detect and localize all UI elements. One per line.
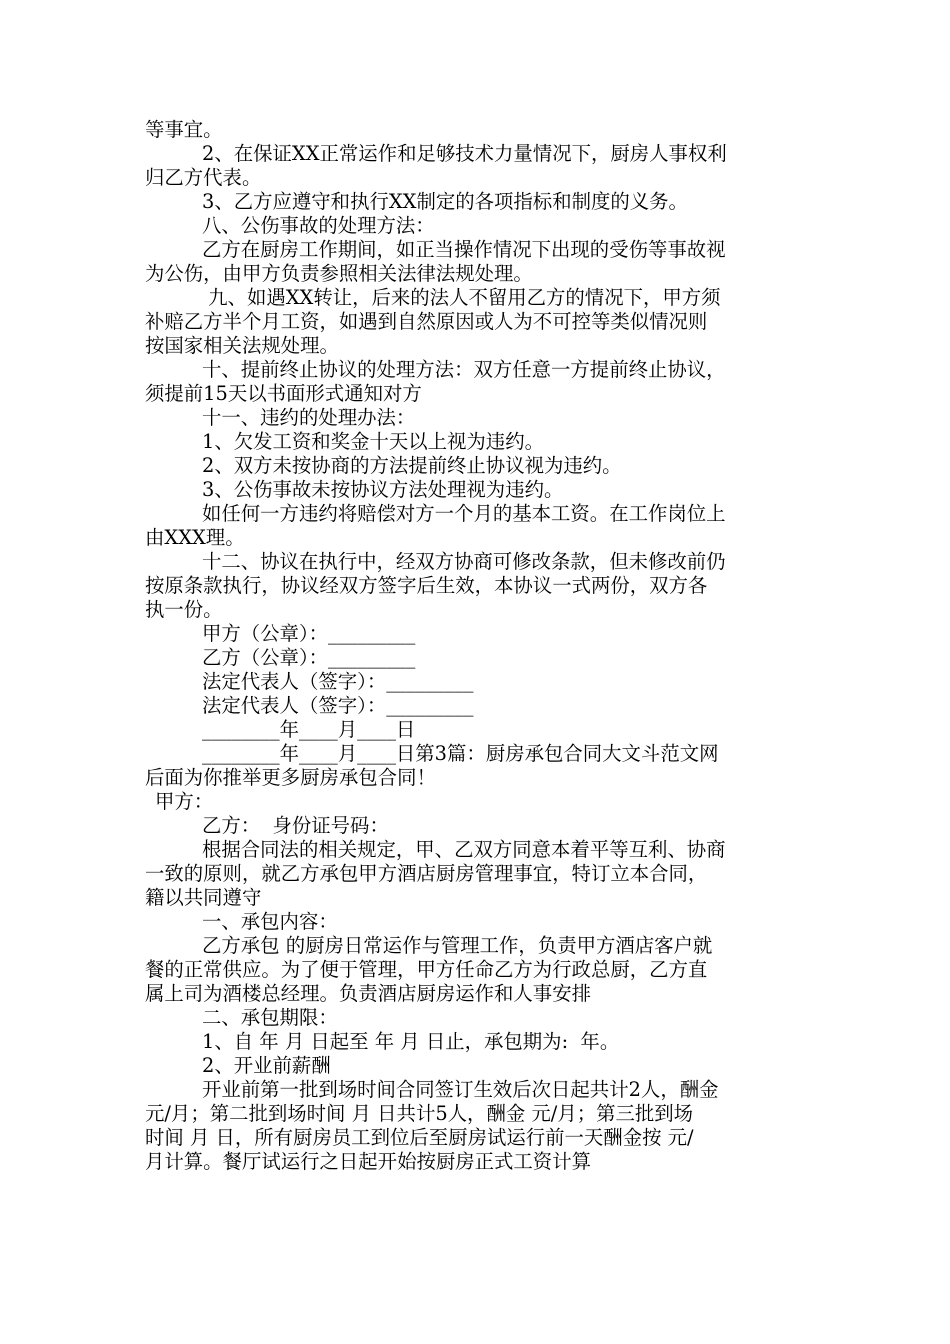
text-line: 乙方在厨房工作期间，如正当操作情况下出现的受伤等事故视 (202, 238, 726, 261)
text-line: 如任何一方违约将赔偿对方一个月的基本工资。在工作岗位上 (202, 502, 726, 525)
text-line: 元/月；第二批到场时间 月 日共计5人，酬金 元/月；第三批到场 (145, 1102, 694, 1125)
text-line: 2、在保证XX正常运作和足够技术力量情况下，厨房人事权利 (202, 142, 727, 165)
text-line: 归乙方代表。 (145, 166, 262, 189)
text-line: 法定代表人（签字）：_________ (202, 670, 474, 693)
text-line: 甲方（公章）：_________ (202, 622, 416, 645)
text-line: 2、开业前薪酬 (202, 1054, 331, 1077)
text-line: 3、乙方应遵守和执行XX制定的各项指标和制度的义务。 (202, 190, 688, 213)
text-line: 1、欠发工资和奖金十天以上视为违约。 (202, 430, 544, 453)
text-line: 由XXX理。 (145, 526, 245, 549)
text-line: 八、公伤事故的处理方法： (202, 214, 435, 237)
text-line: 餐的正常供应。为了便于管理，甲方任命乙方为行政总厨，乙方直 (145, 958, 708, 981)
text-line: 二、承包期限： (202, 1006, 338, 1029)
text-line: 为公伤，由甲方负责参照相关法律法规处理。 (145, 262, 533, 285)
text-line: 法定代表人（签字）：_________ (202, 694, 474, 717)
text-line: 乙方承包 的厨房日常运作与管理工作，负责甲方酒店客户就 (202, 934, 713, 957)
text-line: 执一份。 (145, 598, 223, 621)
text-line: 补赔乙方半个月工资，如遇到自然原因或人为不可控等类似情况则 (145, 310, 708, 333)
text-line: 按国家相关法规处理。 (145, 334, 339, 357)
text-line: ________年____月____日第3篇：厨房承包合同大文斗范文网 (202, 742, 719, 765)
text-line: 十一、违约的处理办法： (202, 406, 416, 429)
text-line: 一、承包内容： (202, 910, 338, 933)
text-line: 一致的原则，就乙方承包甲方酒店厨房管理事宜，特订立本合同， (145, 862, 708, 885)
text-line: 须提前15天以书面形式通知对方 (145, 382, 422, 405)
text-line: ________年____月____日 (202, 718, 416, 741)
text-line: 开业前第一批到场时间合同签订生效后次日起共计2人，酬金 (202, 1078, 719, 1101)
text-line: 按原条款执行，协议经双方签字后生效，本协议一式两份，双方各 (145, 574, 708, 597)
text-line: 月计算。餐厅试运行之日起开始按厨房正式工资计算 (145, 1150, 591, 1173)
document-page (145, 118, 807, 1174)
text-line: 时间 月 日，所有厨房员工到位后至厨房试运行前一天酬金按 元/ (145, 1126, 694, 1149)
text-line: 籍以共同遵守 (145, 886, 262, 909)
text-line: 等事宜。 (145, 118, 223, 141)
text-line: 十、提前终止协议的处理方法：双方任意一方提前终止协议， (202, 358, 726, 381)
text-line: 后面为你推举更多厨房承包合同！ (145, 766, 436, 789)
text-line: 根据合同法的相关规定，甲、乙双方同意本着平等互利、协商 (202, 838, 726, 861)
text-line: 3、公伤事故未按协议方法处理视为违约。 (202, 478, 564, 501)
text-line: 乙方（公章）：_________ (202, 646, 416, 669)
text-line: 属上司为酒楼总经理。负责酒店厨房运作和人事安排 (145, 982, 591, 1005)
text-line: 2、双方未按协商的方法提前终止协议视为违约。 (202, 454, 622, 477)
text-line: 十二、协议在执行中，经双方协商可修改条款，但未修改前仍 (202, 550, 726, 573)
text-line: 1、自 年 月 日起至 年 月 日止，承包期为: 年。 (202, 1030, 620, 1053)
text-line: 甲方： (155, 790, 214, 813)
text-line: 乙方： 身份证号码： (202, 814, 389, 837)
text-line: 九、如遇XX转让，后来的法人不留用乙方的情况下，甲方须 (202, 286, 721, 309)
